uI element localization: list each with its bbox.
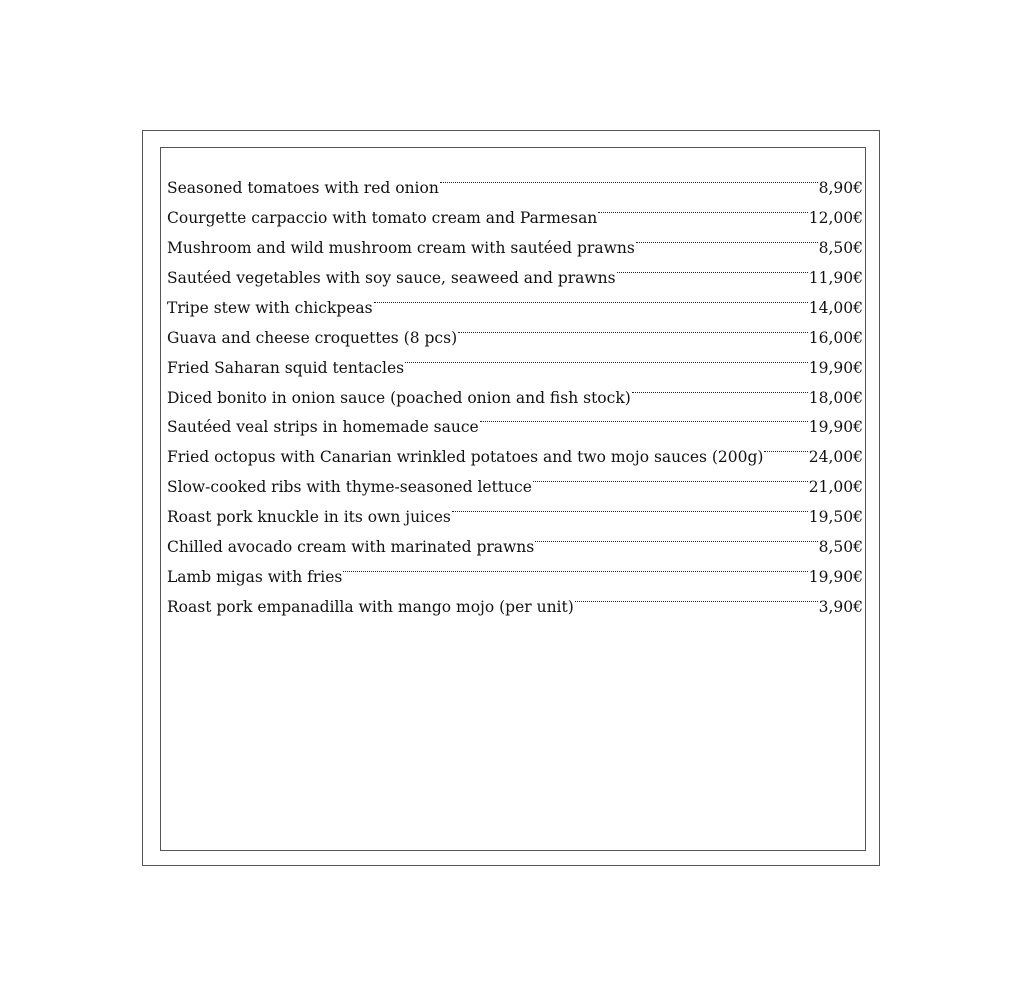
- dot-leader: [632, 373, 808, 403]
- menu-item-price: 24,00€: [808, 448, 863, 467]
- dot-leader: [764, 432, 807, 462]
- menu-item-name: Courgette carpaccio with tomato cream and Parmesan: [167, 208, 598, 227]
- menu-item-name: Chilled avocado cream with marinated prawns: [167, 538, 535, 557]
- dot-leader: [343, 552, 807, 582]
- menu-item-name: Roast pork empanadilla with mango mojo (per unit): [167, 598, 574, 617]
- menu-item-price: 8,50€: [818, 538, 863, 557]
- menu-item-price: 19,50€: [808, 508, 863, 527]
- menu-item-price: 19,90€: [808, 568, 863, 587]
- dot-leader: [405, 343, 808, 373]
- dot-leader: [636, 223, 818, 253]
- dot-leader: [533, 462, 808, 492]
- menu-item-name: Mushroom and wild mushroom cream with sautéed prawns: [167, 238, 635, 257]
- menu-item-price: 3,90€: [818, 598, 863, 617]
- menu-item-name: Tripe stew with chickpeas: [167, 298, 373, 317]
- dot-leader: [575, 582, 818, 612]
- menu-item-name: Fried Saharan squid tentacles: [167, 358, 405, 377]
- menu-item-name: Seasoned tomatoes with red onion: [167, 178, 439, 197]
- menu-item-price: 8,50€: [818, 238, 863, 257]
- menu-item: [167, 163, 863, 197]
- menu-item-name: Diced bonito in onion sauce (poached onion and fish stock): [167, 388, 631, 407]
- menu-item-price: 8,90€: [818, 178, 863, 197]
- menu-item-price: 19,90€: [808, 418, 863, 437]
- menu-item-price: 11,90€: [808, 268, 863, 287]
- dot-leader: [598, 193, 807, 223]
- dot-leader: [480, 403, 808, 433]
- dot-leader: [374, 283, 808, 313]
- menu-item-price: 12,00€: [808, 208, 863, 227]
- dot-leader: [458, 313, 808, 343]
- menu-item-price: 21,00€: [808, 478, 863, 497]
- menu-item-price: 18,00€: [808, 388, 863, 407]
- dot-leader: [617, 253, 808, 283]
- menu-item-price: 16,00€: [808, 328, 863, 347]
- dot-leader: [535, 522, 817, 552]
- menu-item-price: 14,00€: [808, 298, 863, 317]
- menu-item-name: Slow-cooked ribs with thyme-seasoned lettuce: [167, 478, 532, 497]
- menu-list: [167, 163, 863, 617]
- menu-item-name: Roast pork knuckle in its own juices: [167, 508, 451, 527]
- menu-item-name: Sautéed vegetables with soy sauce, seaweed and prawns: [167, 268, 616, 287]
- menu-item-name: Lamb migas with fries: [167, 568, 343, 587]
- dot-leader: [452, 492, 808, 522]
- menu-item-name: Guava and cheese croquettes (8 pcs): [167, 328, 458, 347]
- menu-item-name: Fried octopus with Canarian wrinkled potatoes and two mojo sauces (200g): [167, 448, 764, 467]
- menu-item-price: 19,90€: [808, 358, 863, 377]
- dot-leader: [440, 163, 818, 193]
- menu-item-name: Sautéed veal strips in homemade sauce: [167, 418, 479, 437]
